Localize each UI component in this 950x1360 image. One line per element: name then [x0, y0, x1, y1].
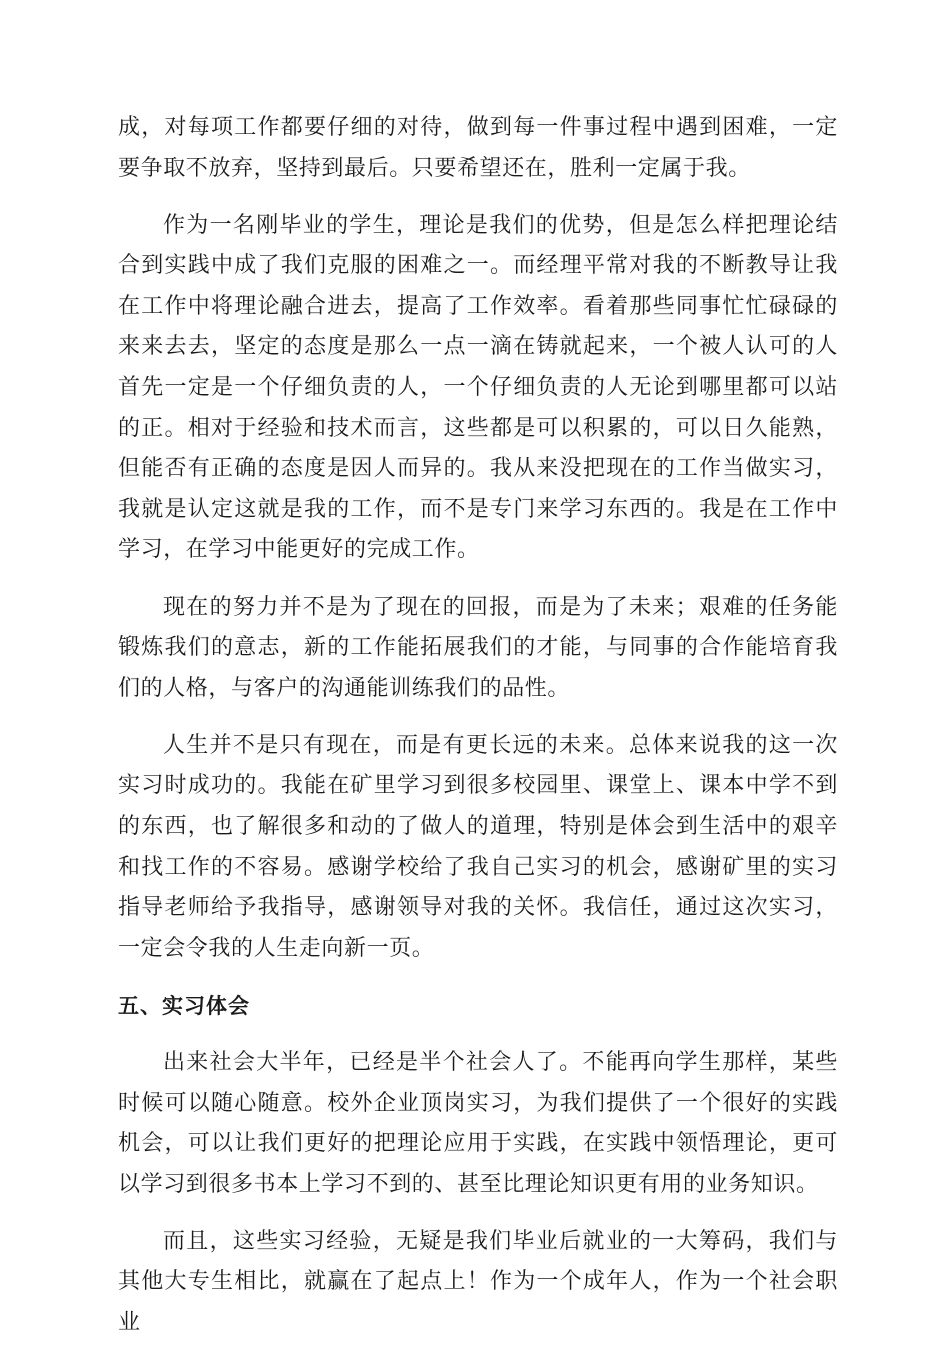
- document-page: [118, 108, 838, 1360]
- body-paragraph: 现在的努力并不是为了现在的回报，而是为了未来；艰难的任务能锻炼我们的意志，新的工作能拓展我们的才能，与同事的合作能培育我们的人格，与客户的沟通能训练我们的品性。: [118, 594, 838, 701]
- body-paragraph: 成，对每项工作都要仔细的对待，做到每一件事过程中遇到困难，一定要争取不放弃，坚持到最后。只要希望还在，胜利一定属于我。: [118, 115, 838, 181]
- body-paragraph: 出来社会大半年，已经是半个社会人了。不能再向学生那样，某些时候可以随心随意。校外企业顶岗实习，为我们提供了一个很好的实践机会，可以让我们更好的把理论应用于实践，在实践中领悟理论，更可以学习到很多书本上学习不到的、甚至比理论知识更有用的业务知识。: [118, 1049, 838, 1197]
- body-paragraph: 而且，这些实习经验，无疑是我们毕业后就业的一大筹码，我们与其他大专生相比，就赢在了起点上！作为一个成年人，作为一个社会职业: [118, 1228, 838, 1336]
- section-heading: 五、实习体会: [118, 993, 250, 1018]
- body-paragraph: 作为一名刚毕业的学生，理论是我们的优势，但是怎么样把理论结合到实践中成了我们克服的困难之一。而经理平常对我的不断教导让我在工作中将理论融合进去，提高了工作效率。看着那些同事忙忙碌碌的来来去去，坚定的态度是那么一点一滴在铸就起来，一个被人认可的人首先一定是一个仔细负责的人，一个仔细负责的人无论到哪里都可以站的正。相对于经验和技术而言，这些都是可以积累的，可以日久能熟，但能否有正确的态度是因人而异的。我从来没把现在的工作当做实习，我就是认定这就是我的工作，而不是专门来学习东西的。我是在工作中学习，在学习中能更好的完成工作。: [118, 212, 838, 563]
- body-paragraph: 人生并不是只有现在，而是有更长远的未来。总体来说我的这一次实习时成功的。我能在矿里学习到很多校园里、课堂上、课本中学不到的东西，也了解很多和动的了做人的道理，特别是体会到生活中的艰辛和找工作的不容易。感谢学校给了我自己实习的机会，感谢矿里的实习指导老师给予我指导，感谢领导对我的关怀。我信任，通过这次实习，一定会令我的人生走向新一页。: [118, 732, 838, 961]
